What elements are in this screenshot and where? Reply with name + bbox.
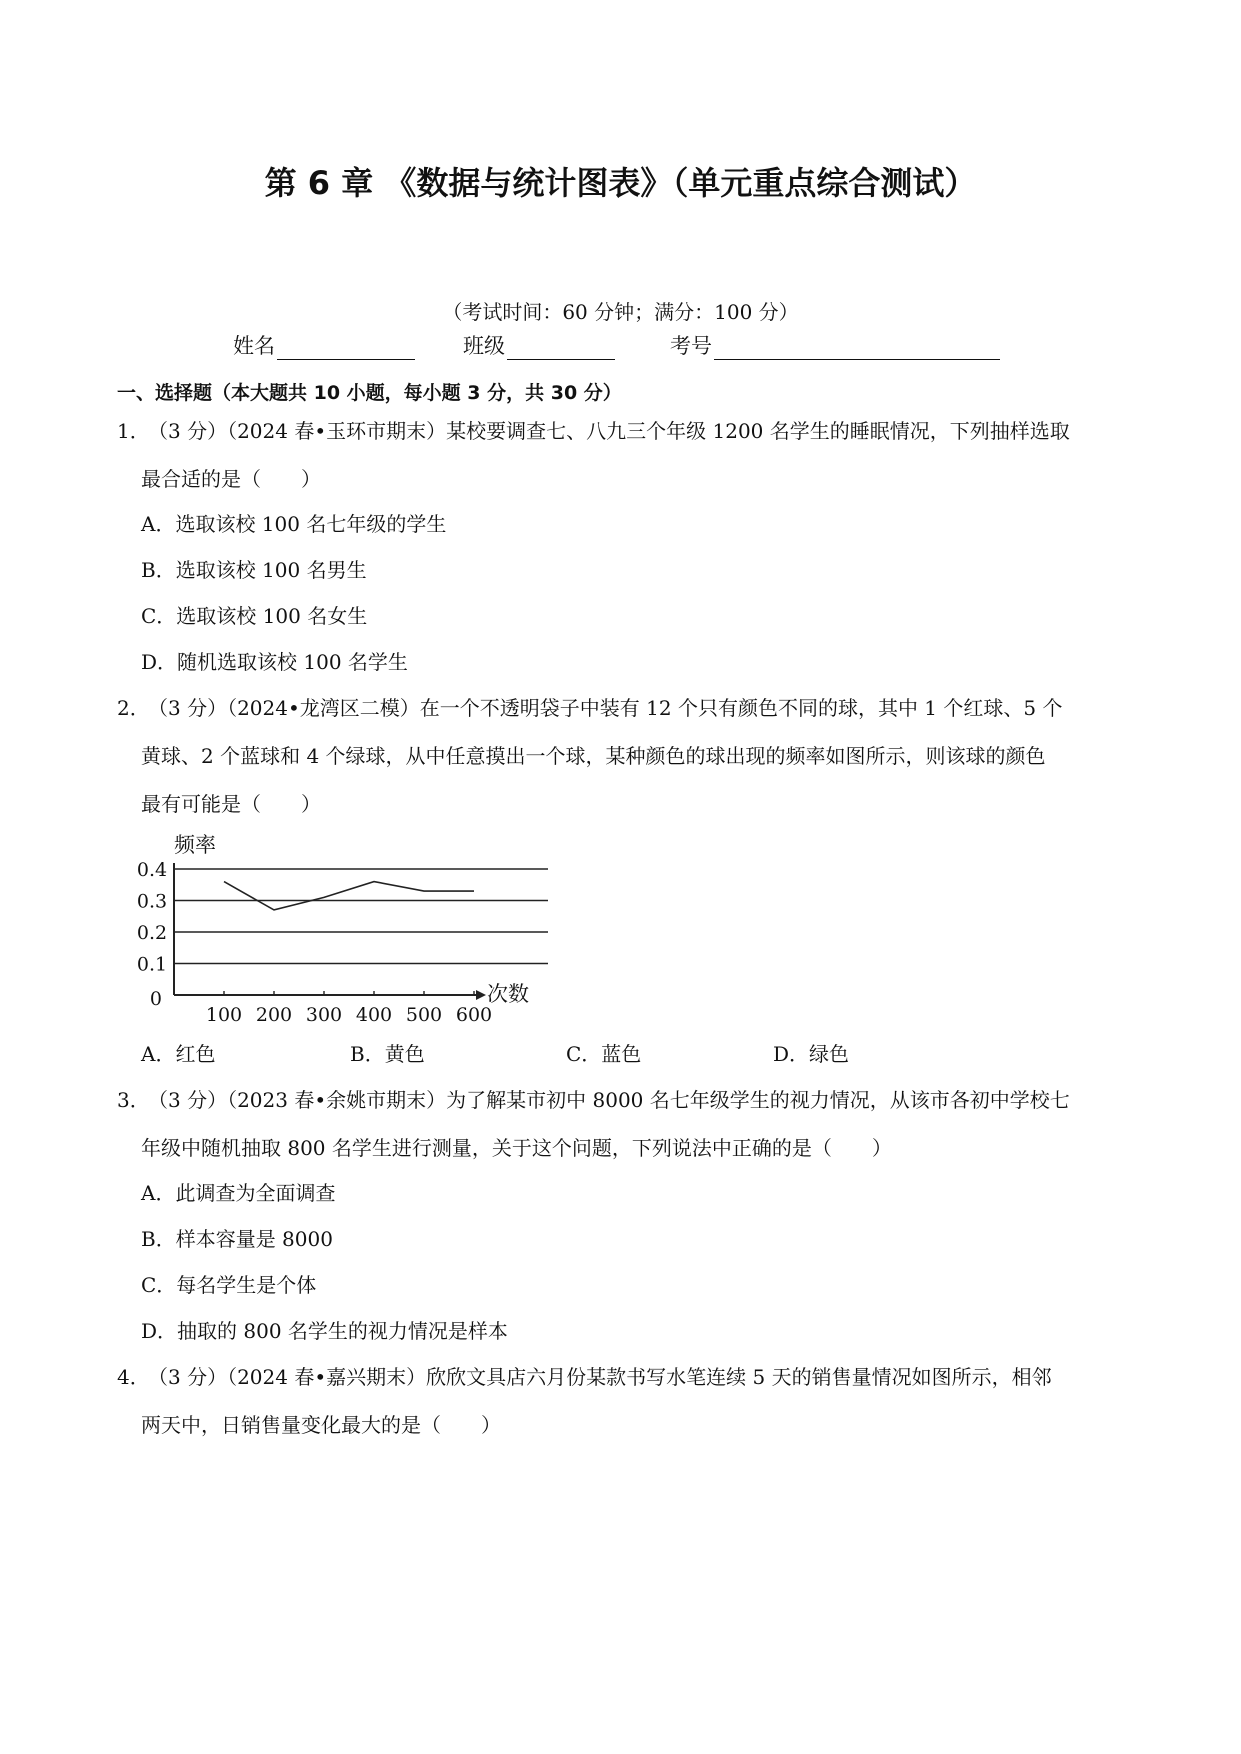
question-3-option-c[interactable]: C．每名学生是个体 [141,1273,317,1297]
question-4-line2: 两天中，日销售量变化最大的是（ ） [141,1413,501,1437]
question-1-option-d[interactable]: D．随机选取该校 100 名学生 [141,650,408,674]
section-title: 一、选择题（本大题共 10 小题，每小题 3 分，共 30 分） [117,382,622,404]
question-2-option-c[interactable]: C．蓝色 [566,1042,642,1066]
chart-y-tick-label: 0.1 [136,953,168,976]
chart-x-tick-label: 300 [305,1004,343,1025]
class-label: 班级 [463,334,505,358]
question-1-line1: （3 分）（2024 春•玉环市期末）某校要调查七、八九三个年级 1200 名学生的睡眠情况，下列抽样选取 [148,419,1070,443]
chart-y-axis-label: 频率 [174,833,216,857]
name-label: 姓名 [233,334,275,358]
question-1-number: 1． [117,419,150,443]
question-3-option-b[interactable]: B．样本容量是 8000 [141,1227,333,1251]
number-blank[interactable] [714,337,1000,360]
question-3-line2: 年级中随机抽取 800 名学生进行测量，关于这个问题，下列说法中正确的是（ ） [141,1136,892,1160]
chart-x-tick-label: 200 [255,1004,293,1025]
class-blank[interactable] [507,337,615,360]
class-field[interactable] [463,330,615,360]
chart-y-tick-label: 0.3 [136,890,168,913]
chart-x-tick-label: 400 [355,1004,393,1025]
question-2-line1: （3 分）（2024•龙湾区二模）在一个不透明袋子中装有 12 个只有颜色不同的球，其中 1 个红球、5 个 [148,696,1063,720]
exam-info: （考试时间：60 分钟；满分：100 分） [442,300,799,324]
chart-x-axis-label: 次数 [487,982,529,1006]
question-2-line3: 最有可能是（ ） [141,792,321,816]
question-2-option-d[interactable]: D．绿色 [773,1042,850,1066]
number-label: 考号 [670,334,712,358]
frequency-line-chart [130,825,550,1025]
chart-x-tick-label: 600 [455,1004,493,1025]
question-1-option-c[interactable]: C．选取该校 100 名女生 [141,604,368,628]
chart-x-axis-arrow [476,990,486,1000]
question-1-line2: 最合适的是（ ） [141,467,321,491]
question-1-option-a[interactable]: A．选取该校 100 名七年级的学生 [141,512,447,536]
question-2-option-a[interactable]: A．红色 [141,1042,216,1066]
question-2-number: 2． [117,696,150,720]
question-4-line1: （3 分）（2024 春•嘉兴期末）欣欣文具店六月份某款书写水笔连续 5 天的销售量情况如图所示，相邻 [148,1365,1052,1389]
chart-origin-label: 0 [149,988,162,1010]
question-3-option-a[interactable]: A．此调查为全面调查 [141,1181,336,1205]
chart-y-tick-label: 0.4 [136,859,168,881]
page-title: 第 6 章 《数据与统计图表》（单元重点综合测试） [264,164,977,202]
question-1-option-b[interactable]: B．选取该校 100 名男生 [141,558,367,582]
question-3-number: 3． [117,1088,150,1112]
question-3-line1: （3 分）（2023 春•余姚市期末）为了解某市初中 8000 名七年级学生的视力情况，从该市各初中学校七 [148,1088,1070,1112]
name-blank[interactable] [277,337,415,360]
question-2-option-b[interactable]: B．黄色 [350,1042,425,1066]
chart-x-tick-label: 100 [205,1004,243,1025]
question-4-number: 4． [117,1365,150,1389]
chart-x-tick-label: 500 [405,1004,443,1025]
number-field[interactable] [670,330,1000,360]
question-3-option-d[interactable]: D．抽取的 800 名学生的视力情况是样本 [141,1319,508,1343]
name-field[interactable] [233,330,415,360]
chart-y-tick-label: 0.2 [136,922,168,944]
chart-series-line [224,882,474,910]
question-2-line2: 黄球、2 个蓝球和 4 个绿球，从中任意摸出一个球，某种颜色的球出现的频率如图所示，则该球的颜色 [141,744,1046,768]
